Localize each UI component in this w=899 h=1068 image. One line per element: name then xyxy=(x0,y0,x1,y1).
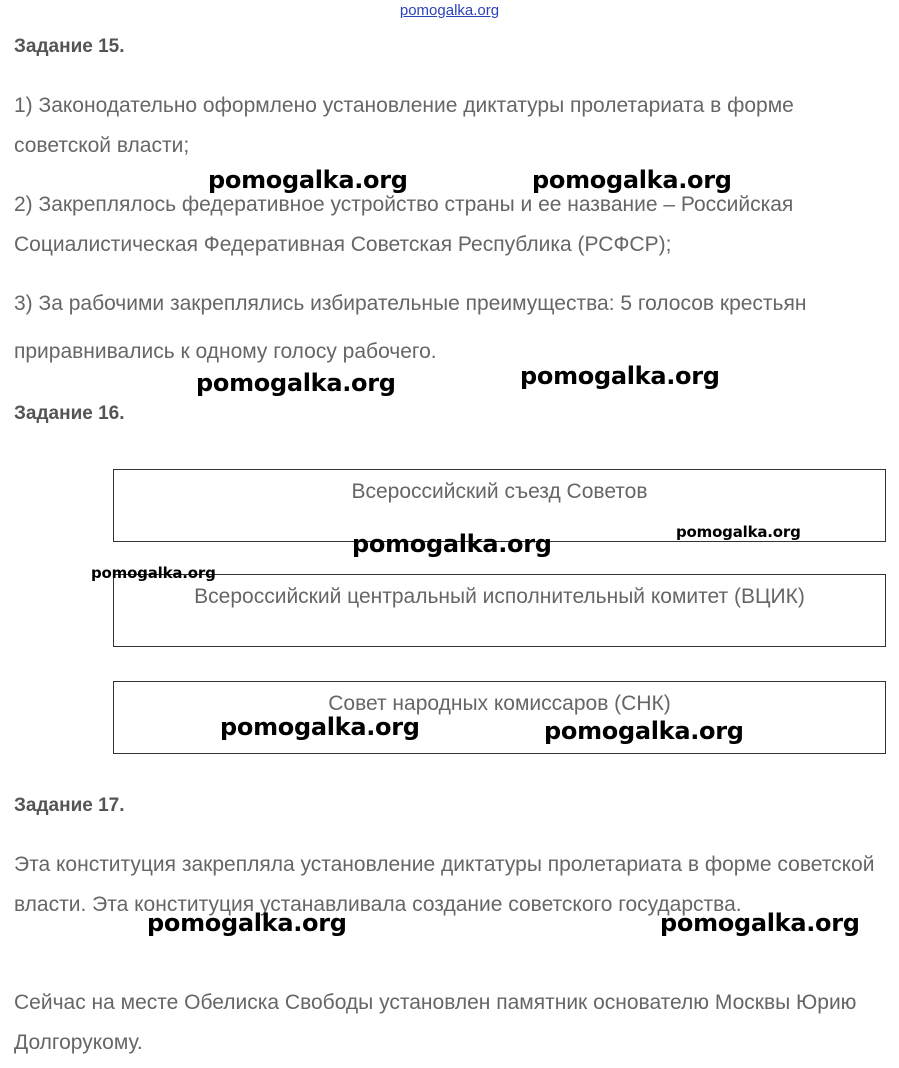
watermark: pomogalka.org xyxy=(147,909,347,937)
task16-heading: Задание 16. xyxy=(14,403,125,424)
diagram-box-snk-label: Совет народных комиссаров (СНК) xyxy=(328,692,671,715)
task15-item-2: 2) Закреплялось федеративное устройство страны и ее название – Российская Социалистическая Федеративная Советская Республика (РСФСР); xyxy=(14,193,794,256)
diagram-box-vtsik-label: Всероссийский центральный исполнительный комитет (ВЦИК) xyxy=(194,585,805,608)
watermark: pomogalka.org xyxy=(208,166,408,194)
watermark: pomogalka.org xyxy=(544,717,744,745)
task15-heading: Задание 15. xyxy=(14,36,125,57)
task17-heading: Задание 17. xyxy=(14,795,125,816)
watermark: pomogalka.org xyxy=(352,530,552,558)
site-link[interactable]: pomogalka.org xyxy=(399,2,500,19)
watermark: pomogalka.org xyxy=(196,369,396,397)
watermark: pomogalka.org xyxy=(520,362,720,390)
watermark: pomogalka.org xyxy=(660,909,860,937)
watermark: pomogalka.org xyxy=(676,523,801,541)
diagram-box-congress-label: Всероссийский съезд Советов xyxy=(351,480,648,503)
task15-item-1: 1) Законодательно оформлено установление диктатуры пролетариата в форме советской власти; xyxy=(14,94,794,157)
watermark: pomogalka.org xyxy=(220,713,420,741)
watermark: pomogalka.org xyxy=(91,564,216,582)
diagram-box-vtsik xyxy=(113,574,886,647)
task17-paragraph-2: Сейчас на месте Обелиска Свободы установлен памятник основателю Москвы Юрию Долгорукому. xyxy=(14,991,857,1054)
task17-paragraph-1: Эта конституция закрепляла установление диктатуры пролетариата в форме советской власти. Эта конституция устанавливала создание советского государства. xyxy=(14,853,875,916)
task15-item-3: 3) За рабочими закреплялись избирательные преимущества: 5 голосов крестьян приравнивались к одному голосу рабочего. xyxy=(14,292,807,363)
watermark: pomogalka.org xyxy=(532,166,732,194)
